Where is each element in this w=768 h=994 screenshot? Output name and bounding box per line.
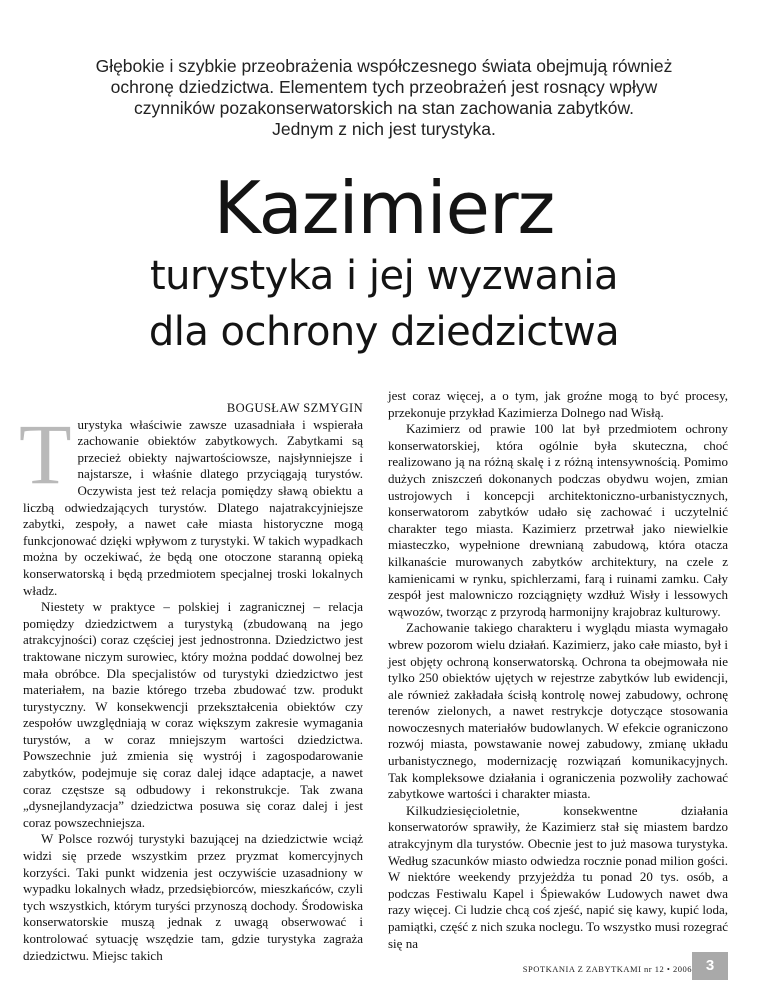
subtitle-line: dla ochrony dziedzictwa	[148, 309, 620, 355]
article-subtitle	[0, 248, 768, 360]
right-column	[388, 388, 728, 952]
drop-cap: T	[19, 405, 72, 502]
lead-line: Jednym z nich jest turystyka.	[272, 119, 496, 139]
body-paragraph: Kazimierz od prawie 100 lat był przedmiotem ochrony konserwatorskiej, która ogólnie była skuteczna, choć realizowano ją na różną skalę i z różną intensywnością. Pomimo dużych zniszczeń dokonanych podczas obydwu wojen, zmian ustrojowych i koncepcji architektoniczno-urbanistycznych, konserwatorom zabytków udało się zachować i uczytelnić charakter tego miasta. Kazimierz przetrwał jako niewielkie miasteczko, wypełnione drewnianą zabudową, która otacza kilkanaście murowanych zabytków architektury, na czele z kamienicami w rynku, spichlerzami, farą i ruinami zamku. Cały zespół jest malowniczo rozciągnięty wzdłuż Wisły i lessowych wąwozów, tworząc z przyrodą harmonijny krajobraz kulturowy.	[388, 421, 728, 619]
body-paragraph: Niestety w praktyce – polskiej i zagranicznej – relacja pomiędzy dziedzictwem a turystyką (zbudowaną na jego atrakcyjności) coraz częściej jest jednostronna. Dziedzictwo jest traktowane niczym surowiec, który można poddać dowolnej bez mała obróbce. Dla specjalistów od turystyki dziedzictwo jest materiałem, na bazie którego trzeba zbudować tzw. produkt turystyczny. W konsekwencji przekształcenia obiektów czy zespołów uwzględniają w coraz większym zakresie wymagania turystów, a w coraz mniejszym wartości dziedzictwa. Powszechnie już zmienia się wystrój i zagospodarowanie zabytków, podejmuje się coraz dalej idące adaptacje, a nawet coraz częstsze są odbudowy i rekonstrukcje. Tak zwana „dysneјlandyzacja” dziedzictwa posuwa się coraz dalej i jest coraz powszechniejsza.	[23, 599, 363, 830]
body-paragraph: Zachowanie takiego charakteru i wyglądu miasta wymagało wbrew pozorom wielu działań. Kazimierz, jako całe miasto, był i jest objęty ochroną konserwatorską. Ochrona ta obejmowała nie tylko 250 obiektów ujętych w rejestrze zabytków lub ewidencji, ale również zakładała ścisłą kontrolę nowej zabudowy, ochronę terenów zielonych, a nawet restrykcje dotyczące stosowania nowoczesnych materiałów budowlanych. W efekcie ograniczono rozwój miasta, powstawanie nowej zabudowy, zmianę układu urbanistycznego, modernizację rozwiązań komunikacyjnych. Tak kompleksowe działania i ograniczenia pozwoliły zachować zabytkowe wartości i charakter miasta.	[388, 620, 728, 802]
left-column	[19, 400, 363, 964]
author-byline: BOGUSŁAW SZMYGIN	[226, 401, 363, 415]
body-paragraph: jest coraz więcej, a o tym, jak groźne mogą to być procesy, przekonuje przykład Kazimierza Dolnego nad Wisłą.	[388, 388, 728, 420]
lead-line: Głębokie i szybkie przeobrażenia współczesnego świata obejmują również	[95, 56, 673, 76]
lead-line: czynników pozakonserwatorskich na stan zachowania zabytków.	[134, 98, 634, 118]
body-paragraph: W Polsce rozwój turystyki bazującej na dziedzictwie wciąż widzi się przede wszystkim przez pryzmat komercyjnych korzyści. Taki punkt widzenia jest oczywiście uzasadniony w wypadku lokalnych władz, przedsiębiorców, mieszkańców, czyli tych wszystkich, którym turyści przynoszą dochody. Środowiska konserwatorskie muszą jednak z uwagą obserwować i kontrolować sytuację wszędzie tam, gdzie turystyka zagraża dziedzictwu. Miejsc takich	[23, 831, 363, 963]
paragraph-text: urystyka właściwie zawsze uzasadniała i wspierała zachowanie obiektów zabytkowych. Zabytkami są przecież obiekty najwartościowsze, najsłynniejsze i najstarsze, i właśnie dlatego przyciągają turystów. Oczywista jest też relacja pomiędzy sławą obiektu a liczbą odwiedzających turystów. Dlatego najatrakcyjniejsze zabytki, zespoły, a nawet całe miasta historyczne mogą funkcjonować dzięki wpływom z turystyki. W takich wypadkach można by oczekiwać, że będą one otoczone staranną opieką konserwatorską i będą przedmiotem specjalnej troski lokalnych władz.	[23, 416, 363, 598]
page-number: 3	[692, 952, 728, 980]
lead-paragraph	[40, 56, 728, 140]
subtitle-line: turystyka i jej wyzwania	[150, 253, 618, 299]
body-paragraph: Kilkudziesięcioletnie, konsekwentne działania konserwatorów sprawiły, że Kazimierz stał się miastem bardzo atrakcyjnym dla turystów. Obecnie jest to już masowa turystyka. Według szacunków miasto odwiedza rocznie ponad milion gości. W niektóre weekendy przyjeżdża tu ponad 20 tys. osób, a podczas Festiwalu Kapel i Śpiewaków Ludowych nawet dwa razy więcej. Ci ludzie chcą coś zjeść, napić się kawy, kupić loda, pamiątki, część z nich szuka noclegu. To wszystko musi rozegrać się na	[388, 802, 728, 951]
lead-line: ochronę dziedzictwa. Elementem tych przeobrażeń jest rosnący wpływ	[110, 77, 658, 97]
article-title: Kazimierz	[213, 166, 555, 250]
running-footer: SPOTKANIA Z ZABYTKAMI nr 12 • 2006	[522, 964, 692, 974]
